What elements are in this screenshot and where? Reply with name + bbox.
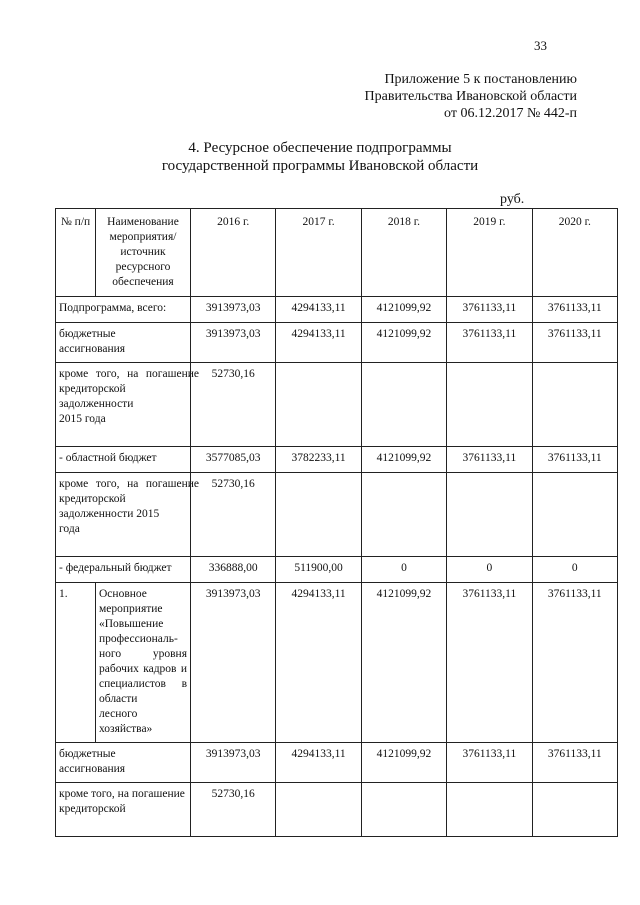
row-num: 1. bbox=[56, 583, 96, 743]
cell-2017: 4294133,11 bbox=[276, 323, 361, 363]
appendix-line-1: Приложение 5 к постановлению bbox=[384, 72, 577, 87]
row-label bbox=[56, 783, 191, 837]
cell-2018 bbox=[361, 363, 446, 447]
cell-2018: 4121099,92 bbox=[361, 447, 446, 473]
cell-2020 bbox=[532, 783, 617, 837]
header-num: № п/п bbox=[56, 209, 96, 297]
cell-2018: 4121099,92 bbox=[361, 583, 446, 743]
header-2018: 2018 г. bbox=[361, 209, 446, 297]
table-row bbox=[56, 743, 618, 783]
cell-2017: 511900,00 bbox=[276, 557, 361, 583]
table-row bbox=[56, 783, 618, 837]
table-row bbox=[56, 583, 618, 743]
row-label bbox=[56, 473, 199, 557]
header-2020: 2020 г. bbox=[532, 209, 617, 297]
header-2016: 2016 г. bbox=[191, 209, 276, 297]
table-row bbox=[56, 557, 618, 583]
row-label bbox=[56, 363, 199, 447]
row-label-text: бюджетные ассигнования bbox=[59, 748, 126, 775]
cell-2020 bbox=[532, 473, 617, 557]
cell-2019 bbox=[447, 783, 532, 837]
cell-2019: 3761133,11 bbox=[447, 743, 532, 783]
cell-2017 bbox=[276, 783, 361, 837]
cell-2016: 3577085,03 bbox=[191, 447, 276, 473]
cell-2020 bbox=[532, 363, 617, 447]
header-2019: 2019 г. bbox=[447, 209, 532, 297]
resource-table bbox=[55, 208, 618, 837]
page-number: 33 bbox=[534, 38, 547, 53]
cell-2016: 3913973,03 bbox=[191, 323, 276, 363]
row-label: Подпрограмма, всего: bbox=[56, 297, 191, 323]
appendix-line-2: Правительства Ивановской области bbox=[364, 89, 577, 104]
cell-2016: 52730,16 bbox=[191, 363, 276, 447]
row-label bbox=[56, 323, 191, 363]
row-label: - федеральный бюджет bbox=[56, 557, 191, 583]
cell-2020: 3761133,11 bbox=[532, 297, 617, 323]
currency-unit: руб. bbox=[500, 192, 525, 207]
cell-2020: 3761133,11 bbox=[532, 447, 617, 473]
header-name: Наименование мероприятия/ источник ресурсного обеспечения bbox=[96, 209, 191, 297]
cell-2019: 3761133,11 bbox=[447, 583, 532, 743]
section-title-line-2: государственной программы Ивановской области bbox=[161, 158, 479, 174]
table-row bbox=[56, 323, 618, 363]
table-row bbox=[56, 297, 618, 323]
cell-2020: 3761133,11 bbox=[532, 323, 617, 363]
row-label bbox=[56, 743, 191, 783]
cell-2018: 4121099,92 bbox=[361, 297, 446, 323]
cell-2016: 3913973,03 bbox=[191, 583, 276, 743]
cell-2018 bbox=[361, 783, 446, 837]
appendix-line-3: от 06.12.2017 № 442-п bbox=[444, 106, 577, 121]
cell-2020: 3761133,11 bbox=[532, 743, 617, 783]
cell-2018: 4121099,92 bbox=[361, 743, 446, 783]
cell-2019 bbox=[447, 473, 532, 557]
row-label-tail: кредиторской bbox=[59, 803, 126, 815]
cell-2019: 3761133,11 bbox=[447, 297, 532, 323]
cell-2019: 0 bbox=[447, 557, 532, 583]
cell-2019: 3761133,11 bbox=[447, 447, 532, 473]
table-row bbox=[56, 447, 618, 473]
cell-2016: 3913973,03 bbox=[191, 743, 276, 783]
cell-2017: 4294133,11 bbox=[276, 583, 361, 743]
row-label-tail: года bbox=[59, 523, 80, 535]
cell-2020: 0 bbox=[532, 557, 617, 583]
cell-2018: 4121099,92 bbox=[361, 323, 446, 363]
row-label-head: кроме того, на погашение bbox=[59, 788, 185, 800]
table-row bbox=[56, 363, 618, 447]
appendix-note bbox=[365, 71, 577, 122]
row-name-tail: лесного хозяйства» bbox=[99, 708, 153, 735]
cell-2020: 3761133,11 bbox=[532, 583, 617, 743]
section-title bbox=[0, 139, 640, 175]
row-label-head: кроме того, на погашение кредиторской задолженности bbox=[59, 368, 199, 410]
row-name-head: Основное мероприятие «Повышение профессиональ-ного уровня рабочих кадров и специалистов в области bbox=[99, 588, 187, 705]
cell-2018: 0 bbox=[361, 557, 446, 583]
cell-2017: 4294133,11 bbox=[276, 297, 361, 323]
table-row bbox=[56, 473, 618, 557]
cell-2016: 3913973,03 bbox=[191, 297, 276, 323]
cell-2018 bbox=[361, 473, 446, 557]
cell-2016: 336888,00 bbox=[191, 557, 276, 583]
row-name bbox=[96, 583, 191, 743]
row-label-head: кроме того, на погашение кредиторской задолженности 2015 bbox=[59, 478, 199, 520]
cell-2017 bbox=[276, 473, 361, 557]
row-label-text: бюджетные ассигнования bbox=[59, 328, 126, 355]
cell-2017 bbox=[276, 363, 361, 447]
cell-2019: 3761133,11 bbox=[447, 323, 532, 363]
cell-2016: 52730,16 bbox=[191, 473, 276, 557]
row-label: - областной бюджет bbox=[56, 447, 191, 473]
cell-2019 bbox=[447, 363, 532, 447]
cell-2017: 3782233,11 bbox=[276, 447, 361, 473]
header-2017: 2017 г. bbox=[276, 209, 361, 297]
cell-2016: 52730,16 bbox=[191, 783, 276, 837]
table-header-row bbox=[56, 209, 618, 297]
cell-2017: 4294133,11 bbox=[276, 743, 361, 783]
row-label-tail: 2015 года bbox=[59, 413, 106, 425]
section-title-line-1: 4. Ресурсное обеспечение подпрограммы bbox=[188, 140, 452, 156]
